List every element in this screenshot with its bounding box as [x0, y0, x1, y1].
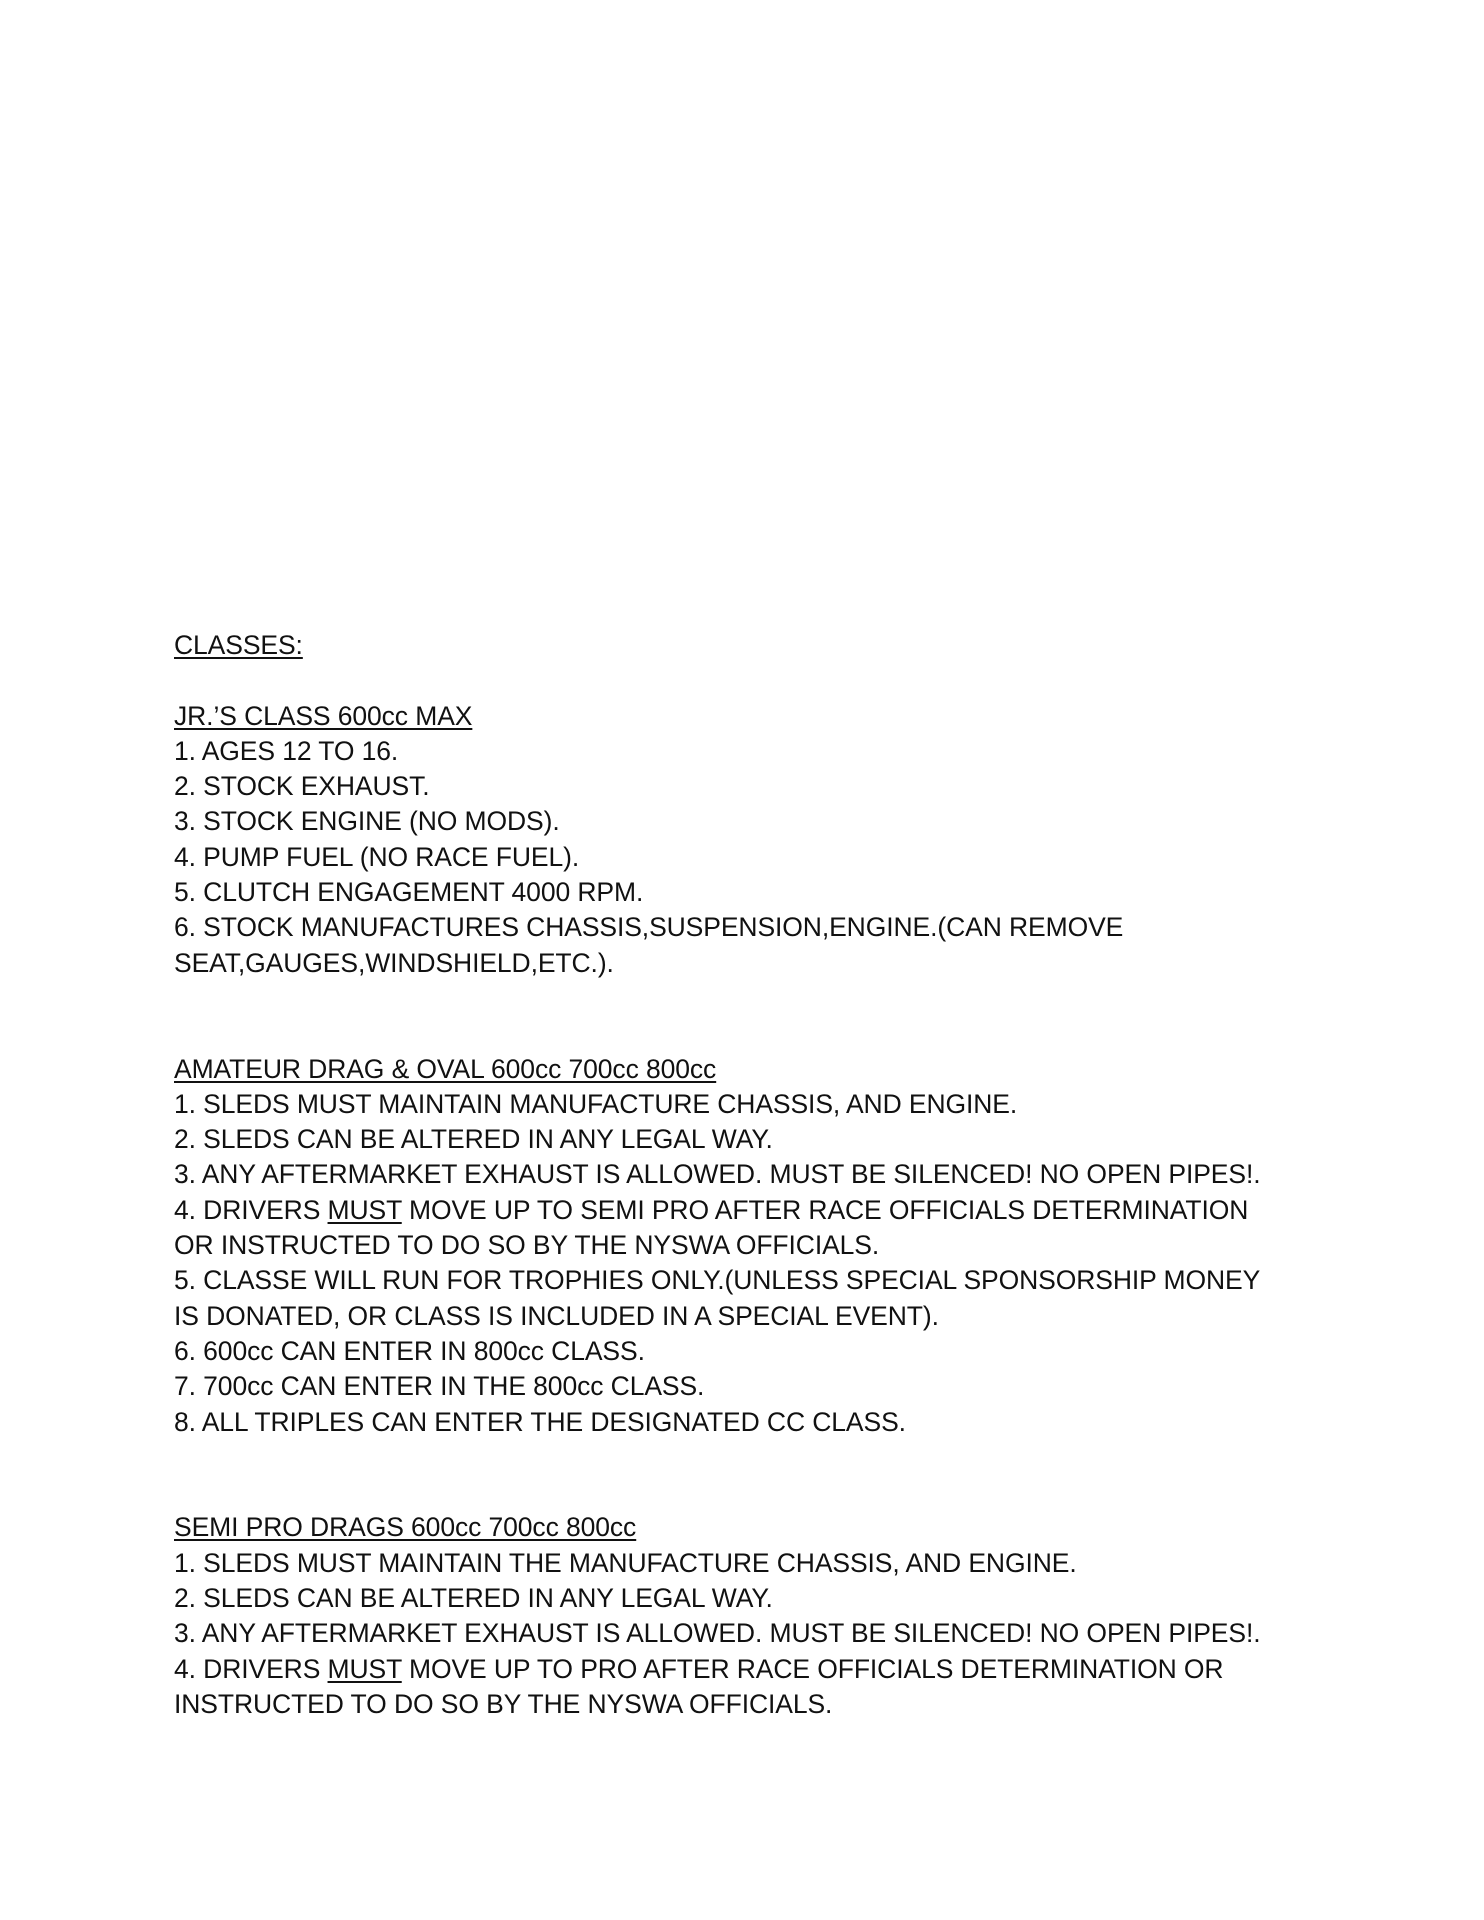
section-title: AMATEUR DRAG & OVAL 600cc 700cc 800cc	[174, 1053, 717, 1084]
page-heading: CLASSES:	[174, 630, 303, 660]
rule-line: 5. CLUTCH ENGAGEMENT 4000 RPM.	[174, 877, 644, 908]
rule-line: 2. STOCK EXHAUST.	[174, 771, 430, 802]
rule-line: 6. STOCK MANUFACTURES CHASSIS,SUSPENSION,ENGINE.(CAN REMOVE	[174, 912, 1124, 943]
rule-line: SEAT,GAUGES,WINDSHIELD,ETC.).	[174, 947, 614, 978]
rule-line: 4. PUMP FUEL (NO RACE FUEL).	[174, 841, 580, 872]
emphasis-must: MUST	[327, 1194, 402, 1225]
section-amateur-drag-oval	[174, 1052, 1314, 1440]
rule-text: 4. DRIVERS	[174, 1194, 328, 1225]
spacer	[174, 981, 1314, 1052]
rule-line: 8. ALL TRIPLES CAN ENTER THE DESIGNATED CC CLASS.	[174, 1406, 906, 1437]
rule-line: 2. SLEDS CAN BE ALTERED IN ANY LEGAL WAY.	[174, 1583, 773, 1614]
rule-text: MOVE UP TO SEMI PRO AFTER RACE OFFICIALS DETERMINATION	[401, 1194, 1249, 1225]
rule-line: OR INSTRUCTED TO DO SO BY THE NYSWA OFFICIALS.	[174, 1230, 880, 1261]
rule-text: 4. DRIVERS	[174, 1653, 328, 1684]
rule-line: 2. SLEDS CAN BE ALTERED IN ANY LEGAL WAY.	[174, 1124, 773, 1155]
section-jr-class	[174, 699, 1314, 981]
rule-line: 3. STOCK ENGINE (NO MODS).	[174, 806, 560, 837]
rule-line: 3. ANY AFTERMARKET EXHAUST IS ALLOWED. MUST BE SILENCED! NO OPEN PIPES!.	[174, 1618, 1261, 1649]
section-title: SEMI PRO DRAGS 600cc 700cc 800cc	[174, 1512, 637, 1543]
rule-line: 5. CLASSE WILL RUN FOR TROPHIES ONLY.(UNLESS SPECIAL SPONSORSHIP MONEY	[174, 1265, 1261, 1296]
rule-line: 7. 700cc CAN ENTER IN THE 800cc CLASS.	[174, 1371, 705, 1402]
rule-text: MOVE UP TO PRO AFTER RACE OFFICIALS DETERMINATION OR	[401, 1653, 1224, 1684]
section-title: JR.’S CLASS 600cc MAX	[174, 700, 473, 731]
rule-line: 1. AGES 12 TO 16.	[174, 735, 399, 766]
emphasis-must: MUST	[327, 1653, 402, 1684]
spacer	[174, 1440, 1314, 1511]
rule-line: 1. SLEDS MUST MAINTAIN THE MANUFACTURE CHASSIS, AND ENGINE.	[174, 1547, 1077, 1578]
spacer	[174, 663, 1314, 698]
rule-line: INSTRUCTED TO DO SO BY THE NYSWA OFFICIALS.	[174, 1688, 833, 1719]
rule-line: IS DONATED, OR CLASS IS INCLUDED IN A SPECIAL EVENT).	[174, 1300, 939, 1331]
rule-line	[174, 1193, 1314, 1228]
rule-line: 6. 600cc CAN ENTER IN 800cc CLASS.	[174, 1335, 645, 1366]
section-semi-pro-drags	[174, 1510, 1314, 1722]
rule-line: 1. SLEDS MUST MAINTAIN MANUFACTURE CHASSIS, AND ENGINE.	[174, 1088, 1018, 1119]
rule-line: 3. ANY AFTERMARKET EXHAUST IS ALLOWED. MUST BE SILENCED! NO OPEN PIPES!.	[174, 1159, 1261, 1190]
rule-line	[174, 1652, 1314, 1687]
document-body	[174, 628, 1314, 1722]
